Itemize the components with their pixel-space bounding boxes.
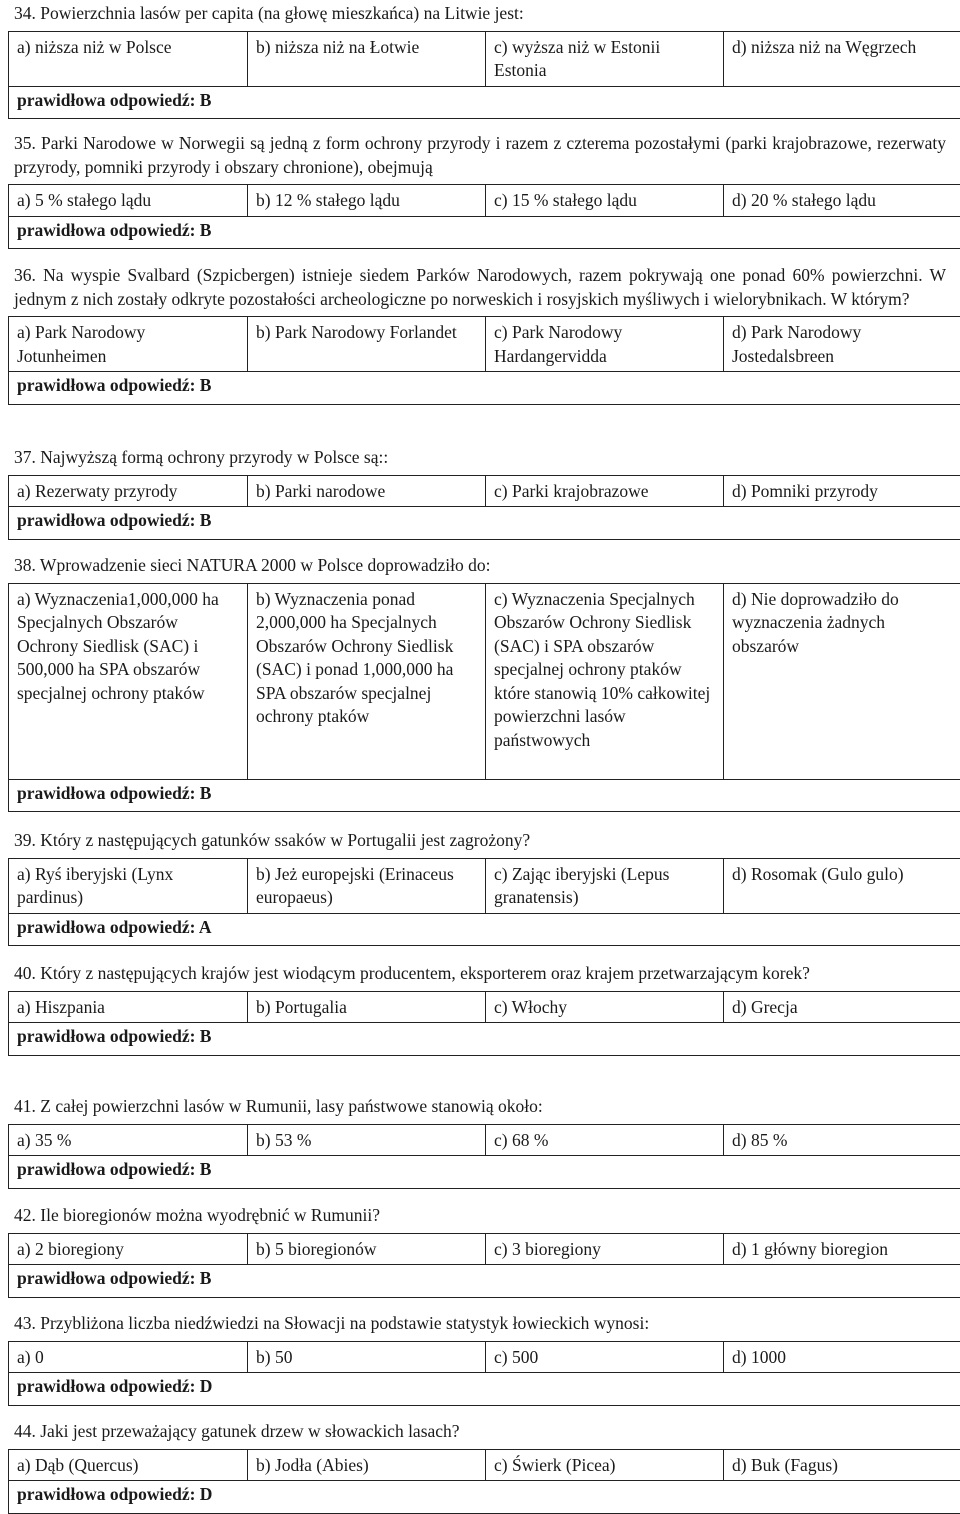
option-b[interactable]: b) Park Narodowy Forlandet: [248, 317, 486, 372]
option-d[interactable]: d) 85 %: [724, 1124, 960, 1156]
options-table: [8, 1124, 960, 1189]
option-d[interactable]: d) 1 główny bioregion: [724, 1233, 960, 1265]
correct-answer: prawidłowa odpowiedź: B: [9, 507, 960, 540]
option-d[interactable]: d) Rosomak (Gulo gulo): [724, 858, 960, 913]
option-b[interactable]: b) Portugalia: [248, 991, 486, 1023]
option-c[interactable]: c) 68 %: [486, 1124, 724, 1156]
options-table: [8, 1449, 960, 1514]
option-a[interactable]: a) niższa niż w Polsce: [9, 31, 248, 86]
option-c[interactable]: c) Świerk (Picea): [486, 1449, 724, 1481]
correct-answer: prawidłowa odpowiedź: D: [9, 1481, 960, 1514]
option-b[interactable]: b) 50: [248, 1341, 486, 1373]
correct-answer: prawidłowa odpowiedź: B: [9, 86, 960, 119]
option-c[interactable]: c) 3 bioregiony: [486, 1233, 724, 1265]
options-table: [8, 184, 960, 249]
option-c[interactable]: c) 500: [486, 1341, 724, 1373]
correct-answer: prawidłowa odpowiedź: B: [9, 372, 960, 405]
option-a[interactable]: a) Park Narodowy Jotunheimen: [9, 317, 248, 372]
option-d[interactable]: d) 1000: [724, 1341, 960, 1373]
option-d[interactable]: d) Park Narodowy Jostedalsbreen: [724, 317, 960, 372]
correct-answer: prawidłowa odpowiedź: B: [9, 779, 960, 812]
option-a[interactable]: a) 0: [9, 1341, 248, 1373]
correct-answer: prawidłowa odpowiedź: B: [9, 1023, 960, 1056]
question-text: 39. Który z następujących gatunków ssaków w Portugalii jest zagrożony?: [14, 829, 946, 853]
options-table: [8, 991, 960, 1056]
question-text: 35. Parki Narodowe w Norwegii są jedną z form ochrony przyrody i razem z czterema pozostałymi (parki krajobrazowe, rezerwaty przyrody, pomniki przyrody i obszary chronione), obejmują: [14, 132, 946, 179]
question-35: [14, 132, 946, 249]
option-c[interactable]: c) Park Narodowy Hardangervidda: [486, 317, 724, 372]
option-a[interactable]: a) 5 % stałego lądu: [9, 185, 248, 217]
correct-answer: prawidłowa odpowiedź: A: [9, 913, 960, 946]
options-table: [8, 31, 960, 120]
option-a[interactable]: a) Ryś iberyjski (Lynx pardinus): [9, 858, 248, 913]
option-b[interactable]: b) 5 bioregionów: [248, 1233, 486, 1265]
option-a[interactable]: a) 2 bioregiony: [9, 1233, 248, 1265]
option-b[interactable]: b) niższa niż na Łotwie: [248, 31, 486, 86]
question-36: [14, 264, 946, 405]
option-b[interactable]: b) Parki narodowe: [248, 475, 486, 507]
question-text: 41. Z całej powierzchni lasów w Rumunii, lasy państwowe stanowią około:: [14, 1095, 946, 1119]
option-c[interactable]: c) Włochy: [486, 991, 724, 1023]
question-37: [14, 446, 946, 540]
option-a[interactable]: a) Rezerwaty przyrody: [9, 475, 248, 507]
option-b[interactable]: b) 53 %: [248, 1124, 486, 1156]
option-c[interactable]: c) Wyznaczenia Specjalnych Obszarów Ochrony Siedlisk (SAC) i SPA obszarów specjalnej ochrony ptaków które stanowią 10% całkowitej powierzchni lasów państwowych: [486, 583, 724, 779]
question-38: [14, 554, 946, 812]
option-d[interactable]: d) Grecja: [724, 991, 960, 1023]
correct-answer: prawidłowa odpowiedź: D: [9, 1373, 960, 1406]
question-44: [14, 1420, 946, 1514]
question-43: [14, 1312, 946, 1406]
option-c[interactable]: c) Zając iberyjski (Lepus granatensis): [486, 858, 724, 913]
option-d[interactable]: d) Nie doprowadziło do wyznaczenia żadnych obszarów: [724, 583, 960, 779]
options-table: [8, 583, 960, 813]
option-c[interactable]: c) wyższa niż w Estonii Estonia: [486, 31, 724, 86]
question-text: 42. Ile bioregionów można wyodrębnić w Rumunii?: [14, 1204, 946, 1228]
question-40: [14, 962, 946, 1056]
options-table: [8, 316, 960, 405]
question-text: 43. Przybliżona liczba niedźwiedzi na Słowacji na podstawie statystyk łowieckich wynosi:: [14, 1312, 946, 1336]
question-text: 36. Na wyspie Svalbard (Szpicbergen) istnieje siedem Parków Narodowych, razem pokrywają one ponad 60% powierzchni. W jednym z nich zostały odkryte pozostałości archeologiczne po norweskich i rosyjskich myśliwych i wielorybnikach. W którym?: [14, 264, 946, 311]
correct-answer: prawidłowa odpowiedź: B: [9, 1156, 960, 1189]
option-c[interactable]: c) Parki krajobrazowe: [486, 475, 724, 507]
correct-answer: prawidłowa odpowiedź: B: [9, 1265, 960, 1298]
options-table: [8, 1341, 960, 1406]
question-42: [14, 1204, 946, 1298]
option-a[interactable]: a) Dąb (Quercus): [9, 1449, 248, 1481]
options-table: [8, 475, 960, 540]
question-41: [14, 1095, 946, 1189]
option-a[interactable]: a) Hiszpania: [9, 991, 248, 1023]
option-d[interactable]: d) Pomniki przyrody: [724, 475, 960, 507]
option-b[interactable]: b) 12 % stałego lądu: [248, 185, 486, 217]
question-34: [14, 2, 946, 119]
option-d[interactable]: d) 20 % stałego lądu: [724, 185, 960, 217]
option-b[interactable]: b) Jeż europejski (Erinaceus europaeus): [248, 858, 486, 913]
question-text: 38. Wprowadzenie sieci NATURA 2000 w Polsce doprowadziło do:: [14, 554, 946, 578]
question-text: 34. Powierzchnia lasów per capita (na głowę mieszkańca) na Litwie jest:: [14, 2, 946, 26]
question-text: 44. Jaki jest przeważający gatunek drzew w słowackich lasach?: [14, 1420, 946, 1444]
question-text: 37. Najwyższą formą ochrony przyrody w Polsce są::: [14, 446, 946, 470]
option-d[interactable]: d) Buk (Fagus): [724, 1449, 960, 1481]
question-39: [14, 829, 946, 946]
options-table: [8, 858, 960, 947]
option-d[interactable]: d) niższa niż na Węgrzech: [724, 31, 960, 86]
option-b[interactable]: b) Jodła (Abies): [248, 1449, 486, 1481]
option-a[interactable]: a) 35 %: [9, 1124, 248, 1156]
option-c[interactable]: c) 15 % stałego lądu: [486, 185, 724, 217]
options-table: [8, 1233, 960, 1298]
correct-answer: prawidłowa odpowiedź: B: [9, 216, 960, 249]
question-text: 40. Który z następujących krajów jest wiodącym producentem, eksporterem oraz krajem przetwarzającym korek?: [14, 962, 946, 986]
option-a[interactable]: a) Wyznaczenia1,000,000 ha Specjalnych Obszarów Ochrony Siedlisk (SAC) i 500,000 ha SPA obszarów specjalnej ochrony ptaków: [9, 583, 248, 779]
option-b[interactable]: b) Wyznaczenia ponad 2,000,000 ha Specjalnych Obszarów Ochrony Siedlisk (SAC) i ponad 1,000,000 ha SPA obszarów specjalnej ochrony ptaków: [248, 583, 486, 779]
